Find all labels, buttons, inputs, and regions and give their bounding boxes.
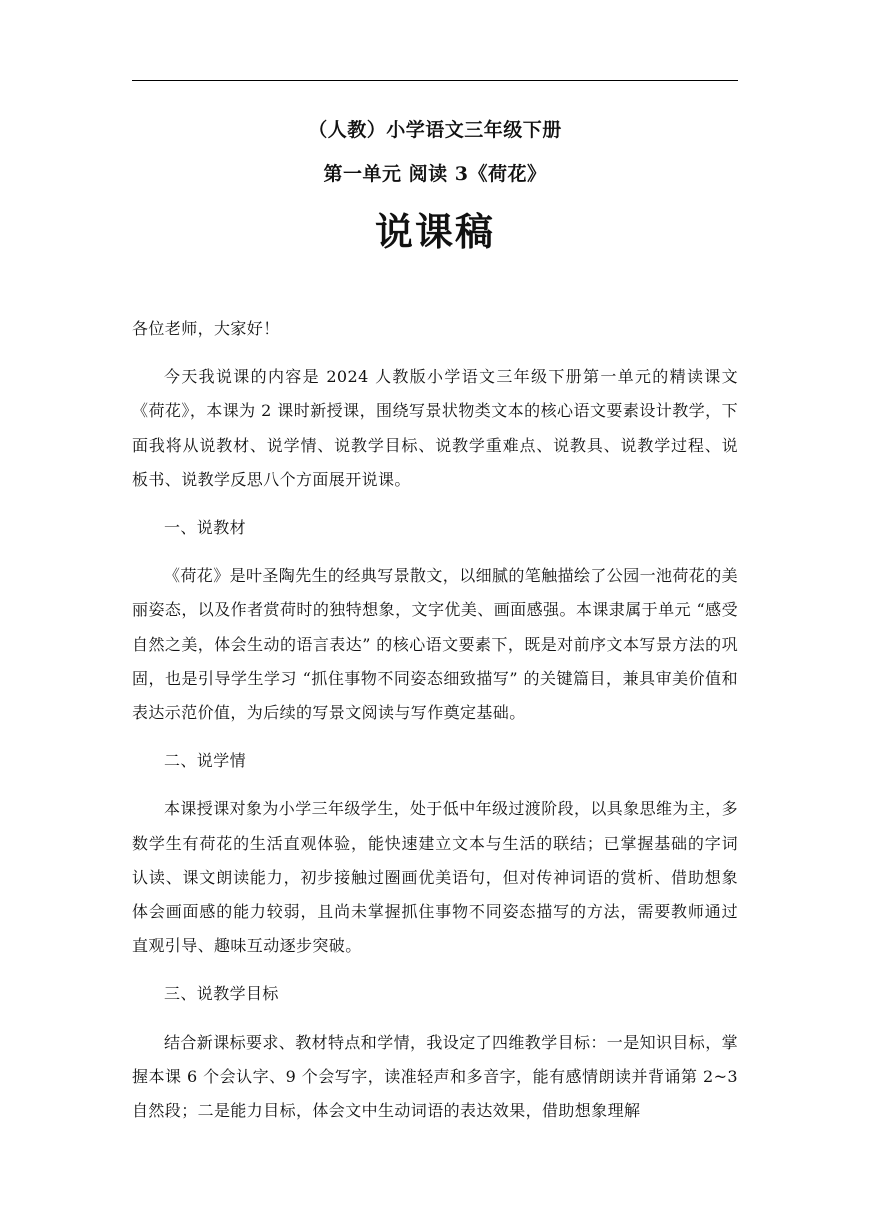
greeting-paragraph: 各位老师，大家好！: [132, 319, 280, 338]
document-subtitle-textbook: （人教）小学语文三年级下册: [308, 119, 562, 141]
document-subtitle-lesson: 第一单元 阅读 3《荷花》: [323, 163, 547, 185]
section-paragraph-textbook: 《荷花》是叶圣陶先生的经典写景散文，以细腻的笔触描绘了公园一池荷花的美丽姿态，以及作者赏荷时的独特想象，文字优美、画面感强。本课隶属于单元 “感受自然之美，体会生动的语言表达” 的核心语文要素下，既是对前序文本写景方法的巩固，也是引导学生学习 “抓住事物不同姿态细致描写” 的关键篇目，兼具审美价值和表达示范价值，为后续的写景文阅读与写作奠定基础。: [132, 566, 739, 723]
section-paragraph-objectives: 结合新课标要求、教材特点和学情，我设定了四维教学目标：一是知识目标，掌握本课 6 个会认字、9 个会写字，读准轻声和多音字，能有感情朗读并背诵第 2~3 自然段；二是能力目标，体会文中生动词语的表达效果，借助想象理解: [132, 1032, 739, 1121]
document-title: 说课稿: [374, 209, 495, 254]
intro-paragraph: 今天我说课的内容是 2024 人教版小学语文三年级下册第一单元的精读课文《荷花》，本课为 2 课时新授课，围绕写景状物类文本的核心语文要素设计教学，下面我将从说教材、说学情、说教学目标、说教学重难点、说教具、说教学过程、说板书、说教学反思八个方面展开说课。: [132, 367, 738, 489]
section-heading-textbook: 一、说教材: [164, 518, 247, 538]
section-heading-students: 二、说学情: [164, 751, 247, 771]
header-rule: [132, 80, 738, 81]
section-paragraph-students: 本课授课对象为小学三年级学生，处于低中年级过渡阶段，以具象思维为主，多数学生有荷花的生活直观体验，能快速建立文本与生活的联结；已掌握基础的字词认读、课文朗读能力，初步接触过圈画优美语句，但对传神词语的赏析、借助想象体会画面感的能力较弱，且尚未掌握抓住事物不同姿态描写的方法，需要教师通过直观引导、趣味互动逐步突破。: [132, 799, 739, 956]
section-heading-objectives: 三、说教学目标: [164, 984, 279, 1004]
document-body: [132, 312, 738, 1142]
